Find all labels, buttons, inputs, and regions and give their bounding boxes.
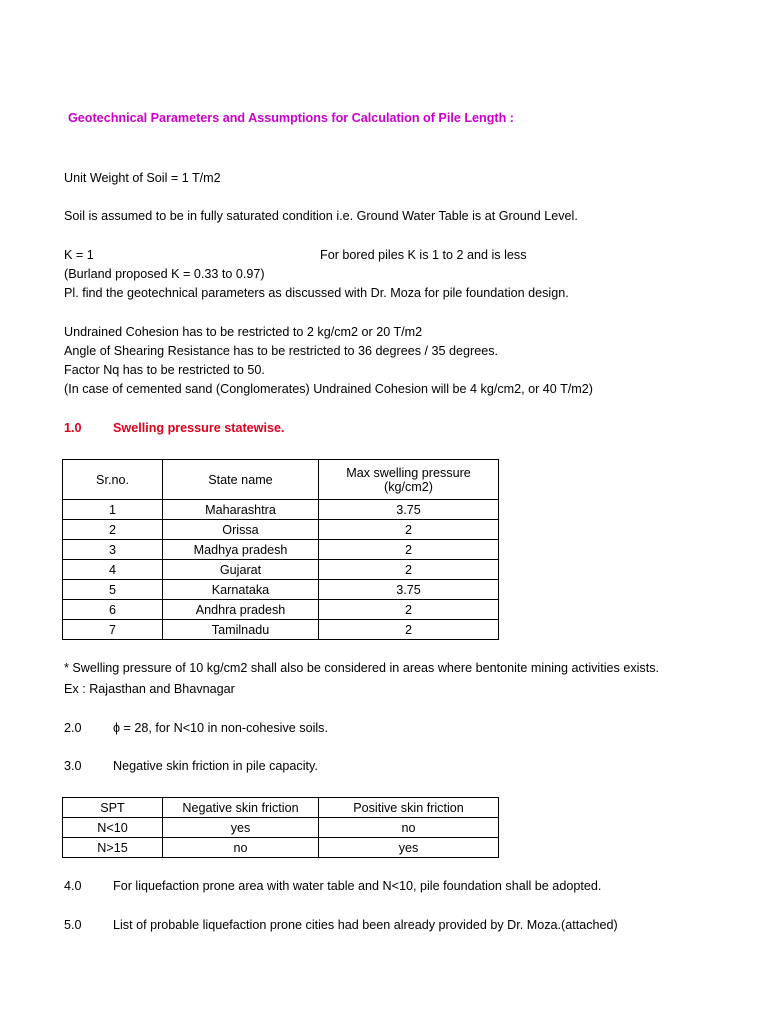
saturated-condition-text: Soil is assumed to be in fully saturated condition i.e. Ground Water Table is at Ground Level. — [64, 209, 578, 223]
section-text: ϕ = 28, for N<10 in non-cohesive soils. — [113, 721, 328, 735]
cemented-sand-text: (In case of cemented sand (Conglomerates) Undrained Cohesion will be 4 kg/cm2, or 40 T/m2) — [64, 382, 593, 396]
section-number: 1.0 — [64, 421, 82, 435]
header-cell: Negative skin friction — [163, 798, 319, 818]
table-row — [63, 838, 499, 858]
section-text: Negative skin friction in pile capacity. — [113, 759, 318, 773]
skin-friction-table — [62, 797, 499, 858]
state-cell: Orissa — [163, 520, 319, 540]
header-cell: Sr.no. — [63, 460, 163, 500]
section-number: 5.0 — [64, 918, 82, 932]
pl-find-text: Pl. find the geotechnical parameters as discussed with Dr. Moza for pile foundation design. — [64, 286, 569, 300]
table-row — [63, 560, 499, 580]
table-header-row — [63, 798, 499, 818]
angle-shearing-text: Angle of Shearing Resistance has to be restricted to 36 degrees / 35 degrees. — [64, 344, 499, 358]
section-text: For liquefaction prone area with water table and N<10, pile foundation shall be adopted. — [113, 879, 602, 893]
table-row — [63, 620, 499, 640]
table-row — [63, 500, 499, 520]
sr-no-cell: 2 — [63, 520, 163, 540]
table-row — [63, 600, 499, 620]
section-number: 2.0 — [64, 721, 82, 735]
k-value-text: K = 1 — [64, 248, 94, 262]
undrained-cohesion-text: Undrained Cohesion has to be restricted to 2 kg/cm2 or 20 T/m2 — [64, 325, 423, 339]
header-cell: SPT — [63, 798, 163, 818]
header-cell-line: (kg/cm2) — [384, 479, 433, 494]
header-cell — [319, 460, 499, 500]
factor-nq-text: Factor Nq has to be restricted to 50. — [64, 363, 265, 377]
sr-no-cell: 4 — [63, 560, 163, 580]
table-row — [63, 540, 499, 560]
document-title: Geotechnical Parameters and Assumptions for Calculation of Pile Length : — [68, 111, 514, 125]
table-row — [63, 580, 499, 600]
pressure-cell: 2 — [319, 620, 499, 640]
swelling-pressure-table — [62, 459, 499, 640]
table-row — [63, 818, 499, 838]
sr-no-cell: 1 — [63, 500, 163, 520]
bentonite-note: * Swelling pressure of 10 kg/cm2 shall also be considered in areas where bentonite mining activities exists. — [64, 661, 660, 675]
section-title: Swelling pressure statewise. — [113, 421, 285, 435]
unit-weight-text: Unit Weight of Soil = 1 T/m2 — [64, 171, 221, 185]
burland-text: (Burland proposed K = 0.33 to 0.97) — [64, 267, 265, 281]
pressure-cell: 2 — [319, 540, 499, 560]
example-note: Ex : Rajasthan and Bhavnagar — [64, 682, 235, 696]
spt-cell: N<10 — [63, 818, 163, 838]
section-text: List of probable liquefaction prone cities had been already provided by Dr. Moza.(attached) — [113, 918, 618, 932]
state-cell: Tamilnadu — [163, 620, 319, 640]
state-cell: Karnataka — [163, 580, 319, 600]
sr-no-cell: 3 — [63, 540, 163, 560]
negative-friction-cell: yes — [163, 818, 319, 838]
table-header-row — [63, 460, 499, 500]
header-cell: Positive skin friction — [319, 798, 499, 818]
k-note-text: For bored piles K is 1 to 2 and is less — [320, 248, 527, 262]
positive-friction-cell: no — [319, 818, 499, 838]
header-cell-line: Max swelling pressure — [346, 465, 471, 480]
positive-friction-cell: yes — [319, 838, 499, 858]
state-cell: Madhya pradesh — [163, 540, 319, 560]
pressure-cell: 3.75 — [319, 580, 499, 600]
negative-friction-cell: no — [163, 838, 319, 858]
sr-no-cell: 6 — [63, 600, 163, 620]
spt-cell: N>15 — [63, 838, 163, 858]
header-cell: State name — [163, 460, 319, 500]
table-row — [63, 520, 499, 540]
section-number: 4.0 — [64, 879, 82, 893]
state-cell: Maharashtra — [163, 500, 319, 520]
pressure-cell: 2 — [319, 600, 499, 620]
pressure-cell: 2 — [319, 520, 499, 540]
sr-no-cell: 7 — [63, 620, 163, 640]
state-cell: Gujarat — [163, 560, 319, 580]
section-number: 3.0 — [64, 759, 82, 773]
pressure-cell: 3.75 — [319, 500, 499, 520]
state-cell: Andhra pradesh — [163, 600, 319, 620]
pressure-cell: 2 — [319, 560, 499, 580]
sr-no-cell: 5 — [63, 580, 163, 600]
